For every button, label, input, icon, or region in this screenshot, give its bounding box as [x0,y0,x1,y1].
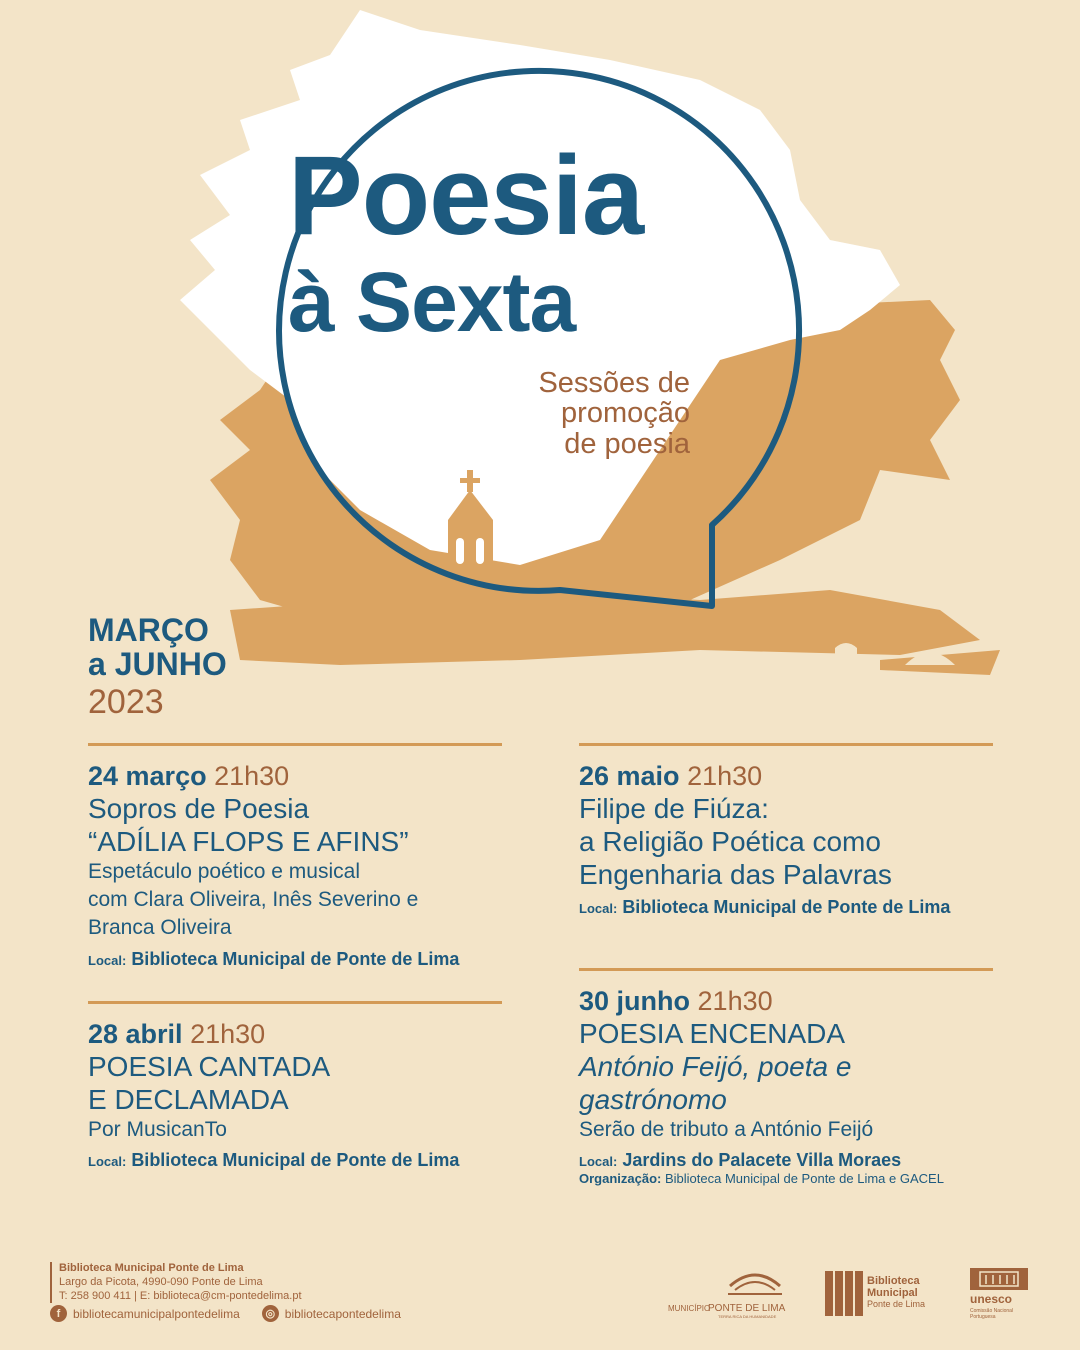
event-description: Serão de tributo a António Feijó [579,1117,874,1141]
event-subtitle-line: gastrónomo [579,1083,727,1115]
event-date [88,1020,502,1050]
biblioteca-line: Biblioteca [867,1275,920,1287]
location-value: Biblioteca Municipal de Ponte de Lima [131,948,460,969]
event-title: Sopros de Poesia [88,792,310,824]
event-description: Branca Oliveira [88,916,232,940]
divider [579,968,993,971]
biblioteca-logo [825,1271,925,1316]
event-30-junho [579,968,993,1186]
facebook-icon: f [50,1305,67,1322]
organization-value: Biblioteca Municipal de Ponte de Lima e GACEL [664,1171,944,1187]
event-description: Por MusicanTo [88,1117,227,1141]
event-time: 21h30 [214,761,290,791]
event-date [579,987,993,1017]
library-name: Biblioteca Municipal Ponte de Lima [59,1262,244,1274]
event-title: Engenharia das Palavras [579,858,892,890]
event-organization [579,1171,993,1186]
biblioteca-line: Municipal [867,1287,918,1299]
library-address: Largo da Picota, 4990-090 Ponte de Lima [59,1275,263,1288]
unesco-sub: Comissão Nacional [970,1308,1014,1314]
event-subtitle [579,1083,993,1116]
unesco-label: unesco [970,1292,1013,1306]
event-location [88,949,502,970]
title-line-1: Poesia [288,133,644,258]
library-contact: T: 258 900 411 | E: biblioteca@cm-pontedelima.pt [59,1289,302,1302]
event-subtitle [579,1050,993,1083]
municipio-logo [668,1275,786,1319]
period-start: MARÇO [88,612,209,648]
organization-label: Organização: [579,1171,662,1187]
event-description: Espetáculo poético e musical [88,859,360,883]
event-date [88,762,502,792]
subtitle [480,368,690,459]
event-title: a Religião Poética como [579,825,881,857]
subtitle-line: de poesia [564,427,690,460]
period-year: 2023 [88,683,164,722]
event-location [579,897,993,918]
event-location [88,1150,502,1171]
event-date [579,762,993,792]
event-title: POESIA CANTADA [88,1050,331,1082]
event-day: 26 maio [579,761,680,791]
municipio-tagline: TERRA RICA DA HUMANIDADE [718,1314,777,1319]
event-period [88,614,227,721]
event-description: com Clara Oliveira, Inês Severino e [88,888,419,912]
location-value: Biblioteca Municipal de Ponte de Lima [622,896,951,917]
poster-title [288,133,644,349]
divider [579,743,993,746]
event-title: “ADÍLIA FLOPS E AFINS” [88,825,409,857]
event-title: POESIA ENCENADA [579,1017,846,1049]
event-subtitle-line: António Feijó, poeta e [579,1050,852,1082]
instagram-handle: bibliotecapontedelima [284,1306,401,1321]
facebook-link[interactable] [50,1305,240,1322]
event-title: E DECLAMADA [88,1083,289,1115]
event-day: 30 junho [579,986,691,1016]
period-end: a JUNHO [88,645,227,682]
address-block [50,1262,302,1303]
location-label: Local: [579,1154,618,1170]
title-line-2: à Sexta [288,255,576,349]
event-time: 21h30 [687,761,763,791]
partner-logos [660,1266,1032,1326]
unesco-sub: Portuguesa [970,1314,996,1320]
event-28-abril [88,1001,502,1171]
divider [88,1001,502,1004]
location-label: Local: [88,952,127,968]
instagram-icon: ◎ [262,1305,279,1322]
event-26-maio [579,743,993,918]
event-time: 21h30 [190,1019,266,1049]
instagram-link[interactable] [262,1305,401,1322]
location-label: Local: [579,900,618,916]
footer-address [50,1262,302,1303]
subtitle-line: promoção [561,397,690,430]
event-time: 21h30 [697,986,773,1016]
municipio-label: MUNICÍPIO [668,1304,711,1313]
event-title: Filipe de Fiúza: [579,792,769,824]
event-day: 24 março [88,761,207,791]
subtitle-line: Sessões de [538,367,690,399]
facebook-handle: bibliotecamunicipalpontedelima [73,1306,240,1321]
municipio-name: PONTE DE LIMA [708,1303,786,1314]
event-day: 28 abril [88,1019,183,1049]
event-24-marco [88,743,502,970]
biblioteca-line: Ponte de Lima [867,1299,926,1309]
event-location [579,1150,993,1171]
location-value: Biblioteca Municipal de Ponte de Lima [131,1150,460,1171]
divider [88,743,502,746]
social-links [50,1305,401,1322]
unesco-logo [970,1268,1028,1320]
location-label: Local: [88,1154,127,1170]
location-value: Jardins do Palacete Villa Moraes [622,1150,902,1171]
